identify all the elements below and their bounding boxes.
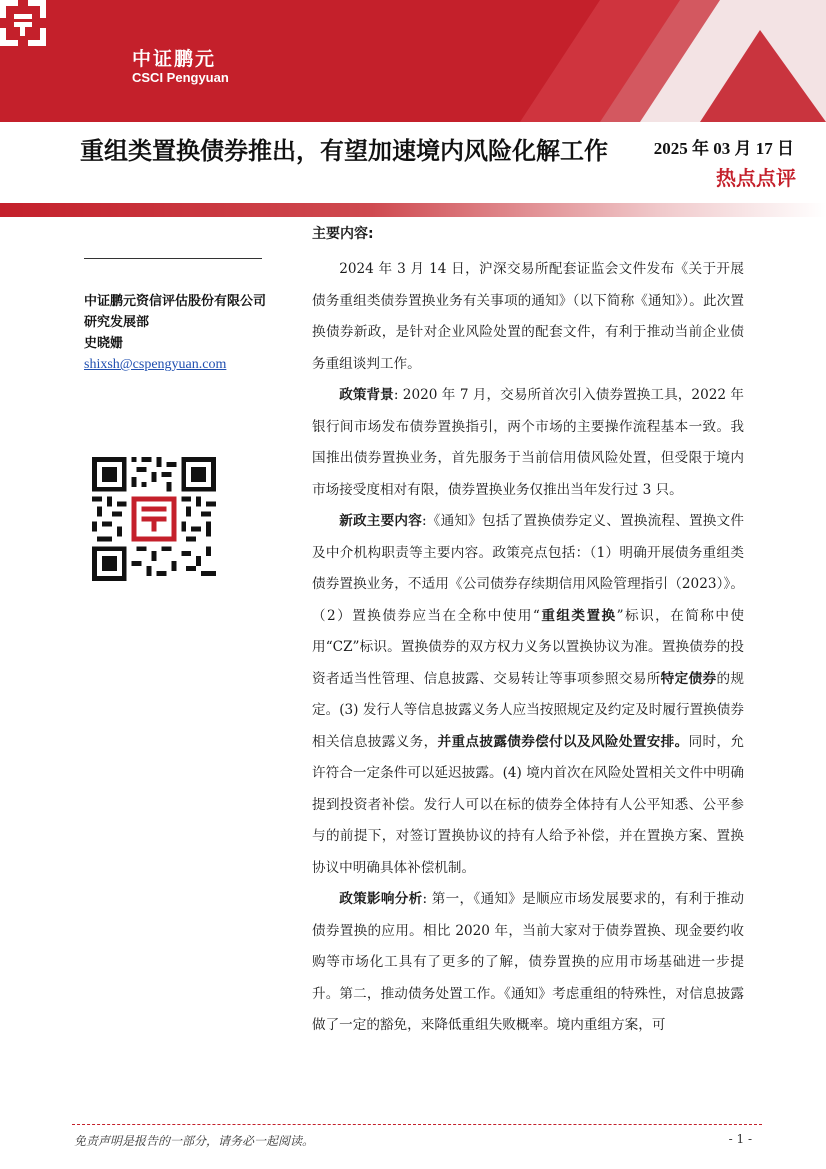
paragraph-background (312, 380, 744, 506)
text-new-policy-a: :《通知》包括了置换债券定义、置换流程、置换文件及中介机构职责等主要内容。政策亮点包括：（1）明确开展债务重组类债券置换业务，不适用《公司债券存续期信用风险管理指引（2023）》。（2）置换债券应当在全称中使用“ (312, 513, 744, 624)
author-sidebar (84, 258, 294, 376)
header-banner (0, 0, 826, 122)
department-name: 研究发展部 (84, 315, 150, 330)
paragraph-new-policy (312, 506, 744, 884)
main-content (312, 224, 744, 1042)
footer-divider (72, 1124, 762, 1125)
author-name: 史晓姗 (84, 336, 124, 351)
report-category: 热点点评 (716, 166, 796, 190)
paragraph-impact (312, 884, 744, 1042)
label-background: 政策背景 (339, 387, 394, 403)
text-background: : 2020 年 7 月，交易所首次引入债券置换工具，2022 年银行间市场发布债券置换指引，两个市场的主要操作流程基本一致。我国推出债券置换业务，首先服务于当前信用债风险处置，但受限于境内市场接受度相对有限，债券置换业务仅推出当年发行过 3 只。 (312, 387, 744, 498)
footer-disclaimer: 免责声明是报告的一部分，请务必一起阅读。 (74, 1134, 315, 1148)
brand-name-en: CSCI Pengyuan (132, 70, 229, 85)
text-new-policy-e: 同时，允许符合一定条件可以延迟披露。(4) 境内首次在风险处置相关文件中明确提到投资者补偿。发行人可以在标的债券全体持有人公平知悉、公平参与的前提下，对签订置换协议的持有人给予补偿，并在置换方案、置换协议中明确具体补偿机制。 (312, 733, 745, 876)
qr-code-icon (92, 457, 216, 581)
author-email-link[interactable]: shixsh@cspengyuan.com (84, 357, 227, 372)
report-title: 重组类置换债券推出，有望加速境内风险化解工作 (80, 137, 608, 165)
paragraph-intro: 2024 年 3 月 14 日，沪深交易所配套证监会文件发布《关于开展债务重组类债券置换业务有关事项的通知》（以下简称《通知》）。此次置换债券新政，是针对企业风险处置的配套文件，有利于推动当前企业债务重组谈判工作。 (312, 261, 744, 372)
banner-decoration (0, 0, 826, 122)
text-impact: : 第一，《通知》是顺应市场发展要求的，有利于推动债券置换的应用。相比 2020 年，当前大家对于债券置换、现金要约收购等市场化工具有了更多的了解，债券置换的应用市场基础进一步提升。第二，推动债务处置工作。《通知》考虑重组的特殊性，对信息披露做了一定的豁免，来降低重组失败概率。境内重组方案，可 (312, 891, 745, 1033)
bold-special-bond: 特定债券 (660, 670, 717, 687)
text-new-policy-d: 的规定。(3) 发行人等信息披露义务人应当按照规定及约定及时履行置换债券相关信息披露义务， (312, 670, 745, 750)
bold-disclosure: 并重点披露债券偿付以及风险处置安排。 (437, 733, 689, 750)
brand-name-cn: 中证鹏元 (132, 48, 217, 70)
report-date: 2025 年 03 月 17 日 (653, 139, 794, 158)
company-logo-icon (0, 0, 46, 46)
label-new-policy: 新政主要内容 (339, 513, 422, 529)
title-stripe (0, 203, 826, 217)
label-impact: 政策影响分析 (339, 891, 423, 907)
bold-restructure-label: 重组类置换 (539, 607, 617, 624)
content-heading: 主要内容: (312, 226, 374, 242)
page-number: - 1 - (728, 1132, 752, 1146)
sidebar-divider (84, 258, 262, 259)
text-new-policy-c: ”标识，在简称中使用“CZ”标识。置换债券的双方权力义务以置换协议为准。置换债券的投资者适当性管理、信息披露、交易转让等事项参照交易所 (312, 607, 745, 687)
company-name: 中证鹏元资信评估股份有限公司 (84, 294, 267, 309)
